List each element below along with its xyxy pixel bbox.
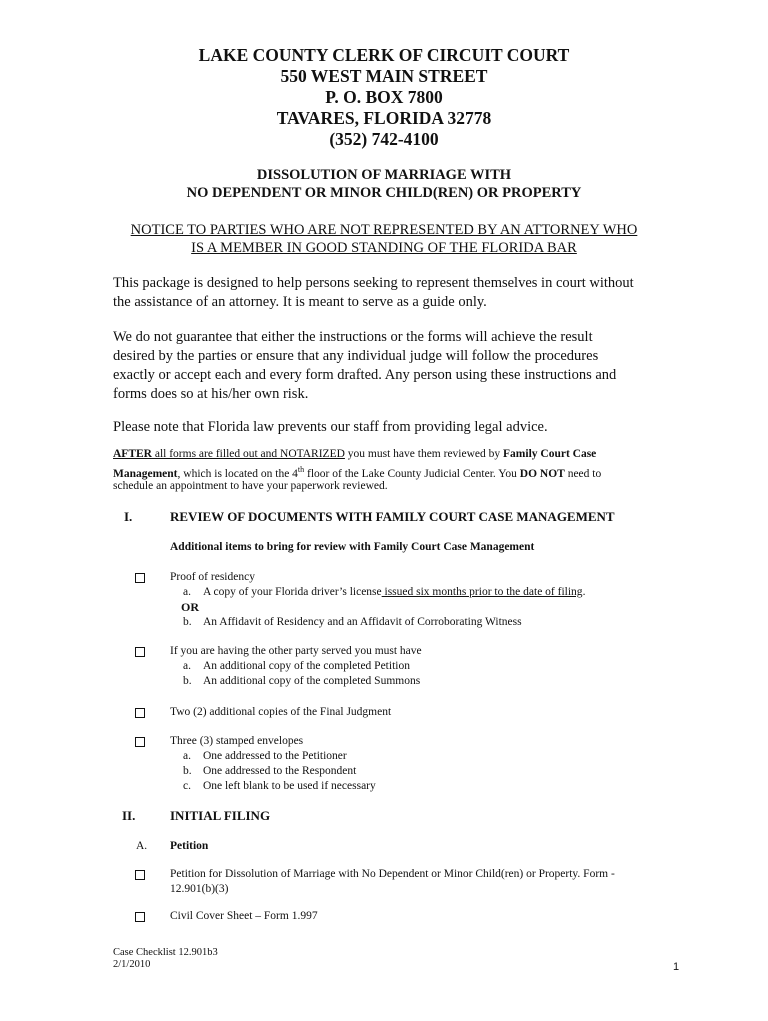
footer-checklist: Case Checklist 12.901b3 (113, 947, 218, 958)
served-label: If you are having the other party served you must have (170, 645, 422, 657)
after-line3: schedule an appointment to have your paperwork reviewed. (113, 480, 388, 492)
residency-a-underline: issued six months prior to the date of filing (381, 586, 583, 598)
section2-sub-title: Petition (170, 840, 209, 852)
disclaimer-line2: desired by the parties or ensure that any individual judge will follow the procedures (113, 348, 599, 364)
intro-para-line2: the assistance of an attorney. It is meant to serve as a guide only. (113, 294, 487, 310)
residency-a-end: . (582, 586, 586, 598)
document-title-line1: DISSOLUTION OF MARRIAGE WITH (256, 167, 512, 183)
legal-advice-note: Please note that Florida law prevents our staff from providing legal advice. (113, 419, 548, 435)
after-management: Management (113, 467, 178, 480)
after-rest2b: floor of the Lake County Judicial Center. You (304, 467, 520, 480)
footer-date: 2/1/2010 (113, 959, 151, 970)
po-box: P. O. BOX 7800 (325, 87, 443, 107)
after-sup: th (297, 465, 305, 474)
section1-title: REVIEW OF DOCUMENTS WITH FAMILY COURT CASE MANAGEMENT (170, 509, 615, 524)
residency-label: Proof of residency (170, 571, 255, 583)
disclaimer-line4: forms does so at his/her own risk. (113, 386, 309, 402)
envelopes-b-letter: b. (183, 765, 192, 777)
checkbox-served[interactable] (135, 647, 145, 657)
after-fccm: Family Court Case (503, 448, 597, 460)
residency-a-text: A copy of your Florida driver’s license (203, 586, 382, 598)
after-line1 (113, 446, 596, 462)
page-number: 1 (673, 961, 680, 973)
section2-title: INITIAL FILING (170, 808, 271, 823)
envelopes-a-text: One addressed to the Petitioner (203, 750, 347, 762)
section1-number: I. (124, 509, 133, 524)
phone-number: (352) 742-4100 (329, 129, 439, 149)
envelopes-b-text: One addressed to the Respondent (203, 765, 357, 777)
after-rest2c: need to (564, 467, 602, 480)
clerk-name: LAKE COUNTY CLERK OF CIRCUIT COURT (198, 45, 570, 65)
served-a-letter: a. (183, 660, 191, 672)
checkbox-judgment[interactable] (135, 708, 145, 718)
envelopes-c-text: One left blank to be used if necessary (203, 780, 376, 792)
served-b-text: An additional copy of the completed Summons (203, 675, 421, 687)
envelopes-label: Three (3) stamped envelopes (170, 735, 304, 747)
checkbox-cover-sheet[interactable] (135, 912, 145, 922)
document-title-line2: NO DEPENDENT OR MINOR CHILD(REN) OR PROPERTY (186, 185, 582, 201)
notice-line1: NOTICE TO PARTIES WHO ARE NOT REPRESENTED BY AN ATTORNEY WHO (130, 222, 638, 238)
disclaimer-line1: We do not guarantee that either the instructions or the forms will achieve the result (113, 329, 593, 345)
judgment-label: Two (2) additional copies of the Final Judgment (170, 706, 392, 718)
section2-number: II. (122, 808, 136, 823)
city-state-zip: TAVARES, FLORIDA 32778 (276, 108, 492, 128)
after-word: AFTER (113, 448, 152, 460)
envelopes-c-letter: c. (183, 780, 191, 792)
after-do-not: DO NOT (519, 467, 565, 480)
checkbox-residency[interactable] (135, 573, 145, 583)
checkbox-petition[interactable] (135, 870, 145, 880)
residency-b-text: An Affidavit of Residency and an Affidavit of Corroborating Witness (203, 616, 522, 628)
disclaimer-line3: exactly or accept each and every form drafted. Any person using these instructions and (113, 367, 617, 383)
served-a-text: An additional copy of the completed Petition (203, 660, 410, 672)
section2-sub-letter: A. (136, 840, 148, 852)
residency-or: OR (181, 600, 199, 614)
petition-line1: Petition for Dissolution of Marriage with No Dependent or Minor Child(ren) or Property. Form - (170, 868, 615, 880)
after-filled-phrase: all forms are filled out and NOTARIZED (151, 448, 345, 460)
intro-para-line1: This package is designed to help persons seeking to represent themselves in court without (113, 275, 634, 291)
residency-a-letter: a. (183, 586, 191, 598)
after-rest1: you must have them reviewed by (344, 448, 504, 460)
checkbox-envelopes[interactable] (135, 737, 145, 747)
after-rest2a: , which is located on the 4 (177, 467, 298, 480)
section1-subtitle: Additional items to bring for review with Family Court Case Management (170, 541, 535, 553)
served-b-letter: b. (183, 675, 192, 687)
notice-line2: IS A MEMBER IN GOOD STANDING OF THE FLORIDA BAR (191, 240, 577, 256)
petition-line2: 12.901(b)(3) (170, 883, 229, 895)
street-address: 550 WEST MAIN STREET (280, 66, 488, 86)
envelopes-a-letter: a. (183, 750, 191, 762)
residency-a-line (203, 584, 585, 600)
cover-sheet-label: Civil Cover Sheet – Form 1.997 (170, 910, 318, 922)
residency-b-letter: b. (183, 616, 192, 628)
